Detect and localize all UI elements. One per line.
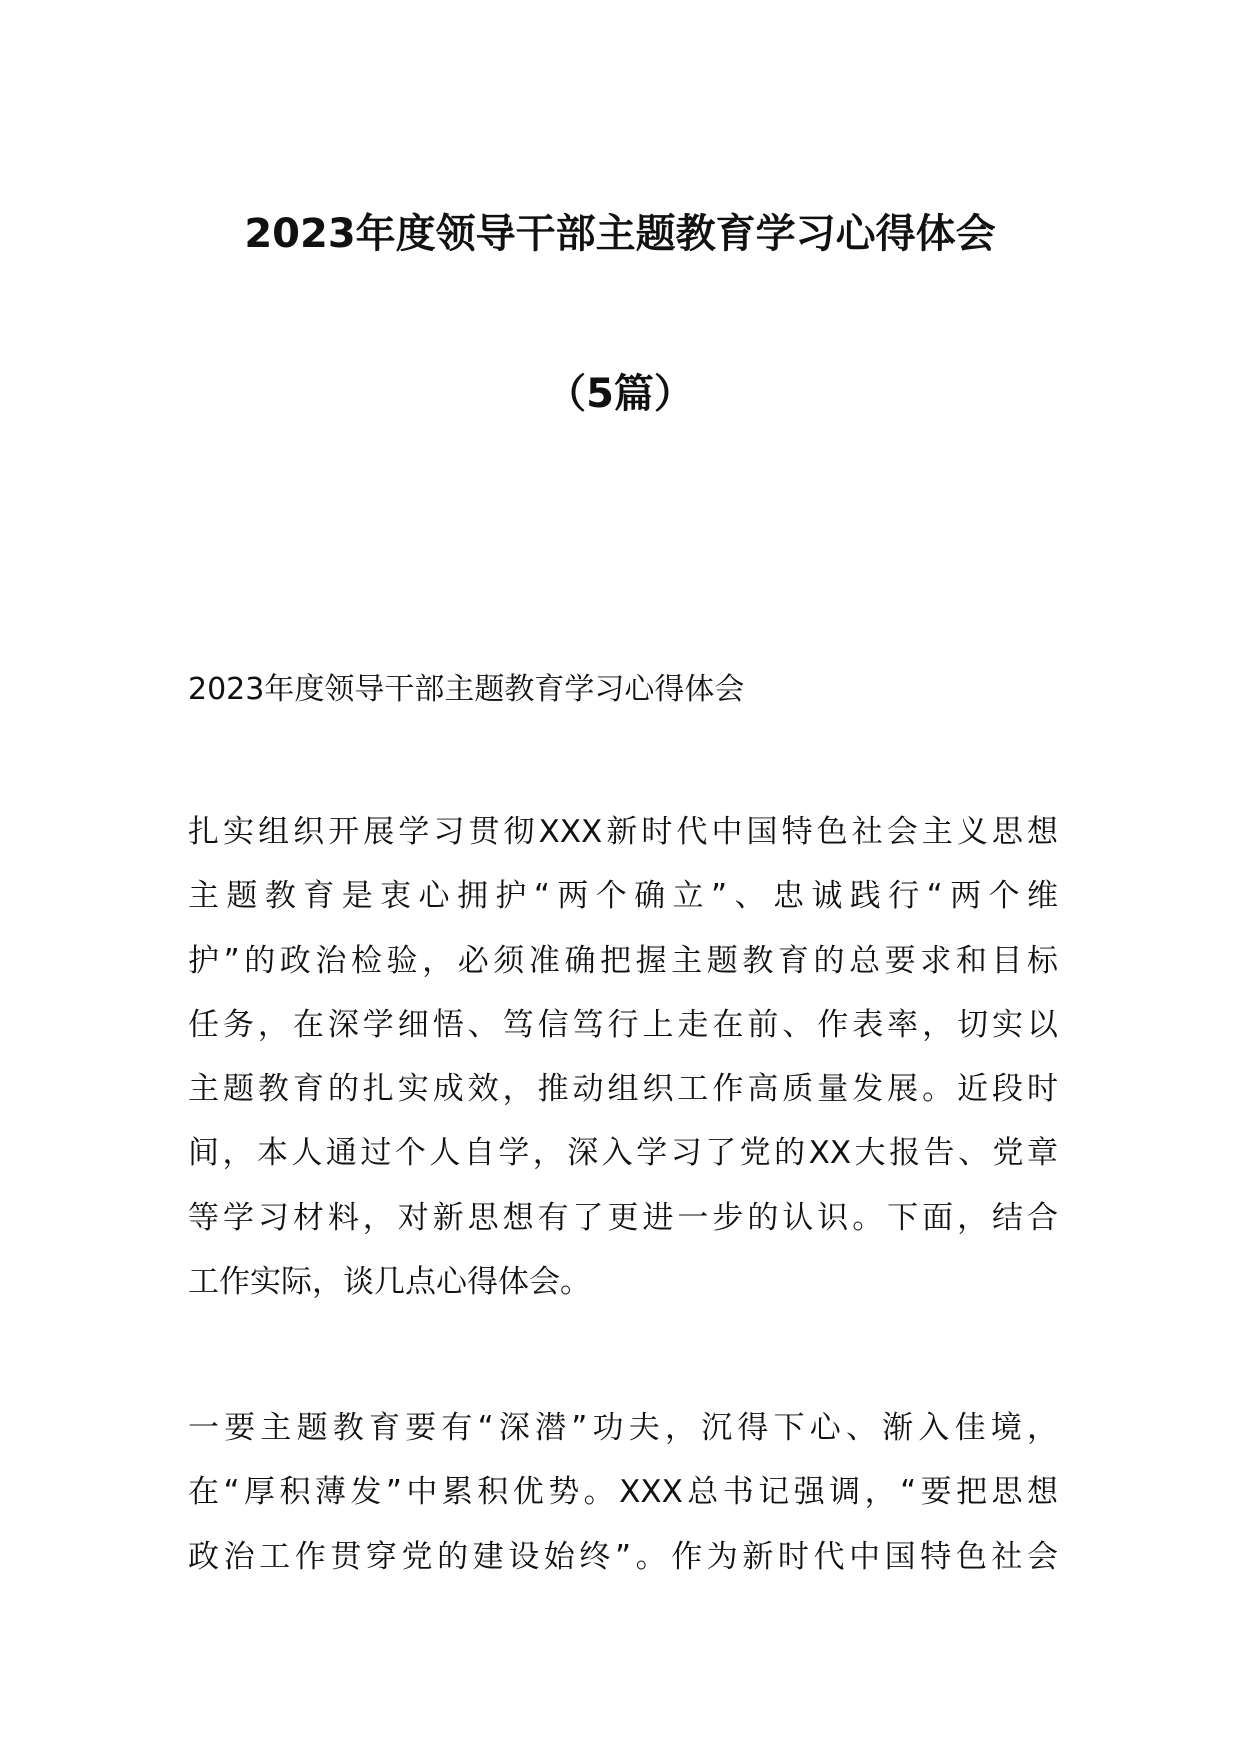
paragraph-line: 在“厚积薄发”中累积优势。XXX总书记强调，“要把思想 [188, 1474, 1058, 1511]
document-subtitle: （5篇） [546, 371, 694, 417]
document-title: 2023年度领导干部主题教育学习心得体会 [244, 211, 996, 257]
paragraph-line: 间，本人通过个人自学，深入学习了党的XX大报告、党章 [188, 1135, 1058, 1172]
paragraph-line: 等学习材料，对新思想有了更进一步的认识。下面，结合 [188, 1199, 1058, 1236]
paragraph-1 [188, 800, 1058, 1314]
paragraph-line: 主题教育是衷心拥护“两个确立”、忠诚践行“两个维 [188, 878, 1058, 915]
paragraph-line: 政治工作贯穿党的建设始终”。作为新时代中国特色社会 [188, 1538, 1058, 1575]
paragraph-line: 主题教育的扎实成效，推动组织工作高质量发展。近段时 [188, 1071, 1058, 1108]
section-heading: 2023年度领导干部主题教育学习心得体会 [188, 672, 745, 707]
paragraph-line: 扎实组织开展学习贯彻XXX新时代中国特色社会主义思想 [188, 814, 1058, 850]
paragraph-2 [188, 1396, 1058, 1589]
paragraph-line: 一要主题教育要有“深潜”功夫，沉得下心、渐入佳境， [188, 1410, 1058, 1446]
paragraph-line: 任务，在深学细悟、笃信笃行上走在前、作表率，切实以 [188, 1006, 1058, 1043]
paragraph-line: 工作实际，谈几点心得体会。 [188, 1264, 591, 1301]
paragraph-line: 护”的政治检验，必须准确把握主题教育的总要求和目标 [188, 942, 1058, 979]
